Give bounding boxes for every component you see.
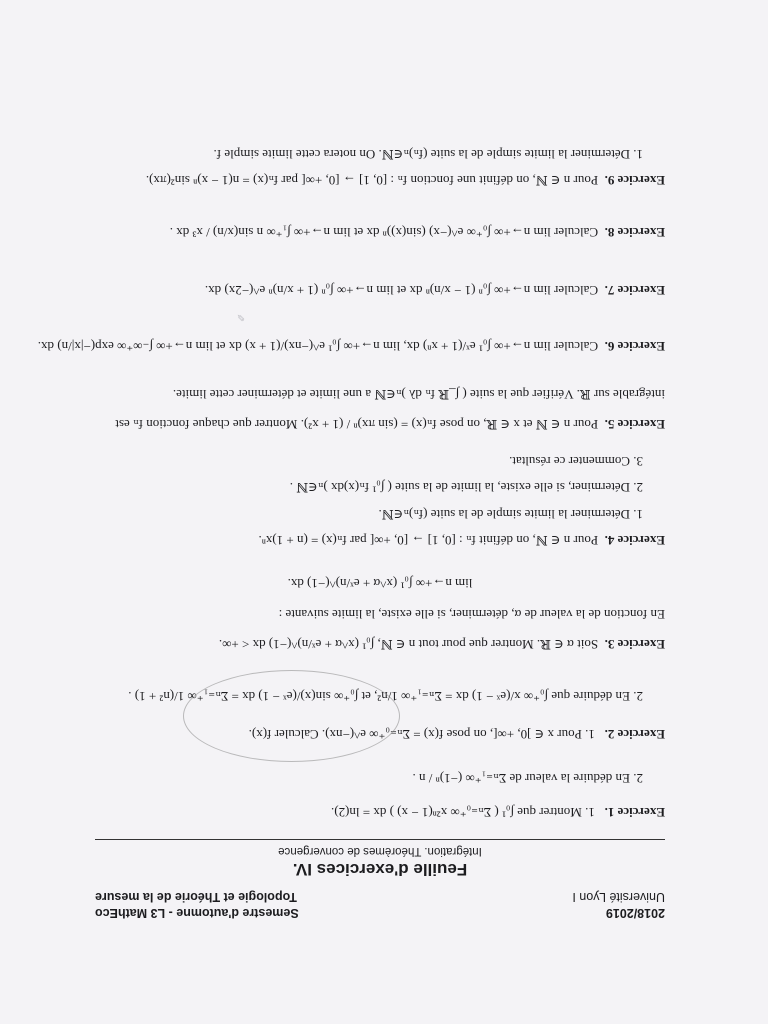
exercise-4-line-1: Pour n ∈ ℕ, on définit fₙ : [0, 1] → [0, +∞[ par fₙ(x) = (n + 1)xⁿ. [258, 533, 599, 548]
exercise-4-question-3: 3. Commenter ce résultat. [509, 454, 643, 470]
exercise-3 [95, 575, 665, 652]
exercise-3-limit: lim n→+∞ ∫₀¹ (x^α + eˣ/n)^(−1) dx. [287, 576, 473, 592]
exercise-7 [95, 282, 665, 298]
exercise-4-label: Exercice 4. [604, 533, 665, 548]
pencil-circle-annotation [183, 670, 400, 762]
exercise-1-question-1: 1. Montrer que ∫₀¹ ( Σₙ₌₀⁺∞ x²ⁿ(1 − x) ) dx = ln(2). [331, 805, 595, 820]
exercise-4-question-1: 1. Déterminer la limite simple de la suite (fₙ)ₙ∈ℕ. [378, 506, 643, 522]
page-title: Feuille d'exercices IV. [292, 860, 468, 879]
exercise-9-question-1: 1. Déterminer la limite simple de la suite (fₙ)ₙ∈ℕ. On notera cette limite simple f. [213, 146, 643, 162]
exercise-4-question-2: 2. Déterminer, si elle existe, la limite de la suite ( ∫₀¹ fₙ(x)dx )ₙ∈ℕ . [289, 480, 643, 496]
exercise-9-line-1: Pour n ∈ ℕ, on définit une fonction fₙ : [0, 1] → [0, +∞[ par fₙ(x) = n(1 − x)ⁿ sin²(πx). [145, 173, 599, 188]
header-university: Université Lyon I [572, 890, 665, 905]
exercise-5-line-1: Pour n ∈ ℕ et x ∈ ℝ, on pose fₙ(x) = (sin πx)ⁿ / (1 + x²). Montrer que chaque fonction fₙ est [115, 417, 599, 432]
header-semester: Semestre d'automne - L3 MathEco [95, 906, 299, 920]
exercise-5-label: Exercice 5. [604, 417, 665, 432]
exercise-3-label: Exercice 3. [604, 637, 665, 652]
exercise-6 [37, 338, 665, 354]
exercise-6-line-1: Calculer lim n→+∞ ∫₀¹ eˣ/(1 + xⁿ) dx, lim n→+∞ ∫₀¹ e^(−nx)/(1 + x) dx et lim n→+∞ ∫₋∞⁺∞ exp(−|x|/n) dx. [37, 339, 599, 354]
exercise-sheet-rotated [37, 120, 665, 920]
exercise-1-question-2: 2. En déduire la valeur de Σₙ₌₁⁺∞ (−1)ⁿ / n . [412, 770, 643, 786]
header-course: Topologie et Théorie de la mesure [95, 890, 297, 905]
exercise-9-label: Exercice 9. [604, 173, 665, 188]
exercise-2-label: Exercice 2. [604, 727, 665, 742]
exercise-9 [95, 146, 665, 189]
page-subtitle: Intégration. Théorèmes de convergence [278, 845, 482, 857]
exercise-2-question-2: 2. En déduire que ∫₀⁺∞ x/(eˣ − 1) dx = Σₙ₌₁⁺∞ 1/n², et ∫₀⁺∞ sin(x)/(eˣ − 1) dx = Σₙ₌₁⁺∞ 1/(n² + 1) . [128, 688, 643, 704]
exercise-8 [95, 224, 665, 240]
exercise-5 [95, 386, 665, 433]
exercise-6-label: Exercice 6. [604, 339, 665, 354]
exercise-7-line-1: Calculer lim n→+∞ ∫₀ⁿ (1 − x/n)ⁿ dx et lim n→+∞ ∫₀ⁿ (1 + x/n)ⁿ e^(−2x) dx. [204, 283, 599, 298]
exercise-2-question-1: 1. Pour x ∈ ]0, +∞[, on pose f(x) = Σₙ₌₀⁺∞ e^(−nx). Calculer f(x). [248, 727, 595, 742]
header-year: 2018/2019 [605, 906, 665, 920]
header-left [572, 889, 665, 920]
exercise-8-label: Exercice 8. [604, 225, 665, 240]
pencil-scribble-annotation: ✎ [236, 311, 245, 322]
exercise-1 [95, 770, 665, 821]
exercise-3-line-1: Soit α ∈ ℝ. Montrer que pour tout n ∈ ℕ, ∫₀¹ (x^α + eˣ/n)^(−1) dx < +∞. [218, 637, 599, 652]
exercise-1-label: Exercice 1. [604, 805, 665, 820]
exercise-7-label: Exercice 7. [604, 283, 665, 298]
exercise-4 [95, 453, 665, 548]
exercise-5-line-2: intégrable sur ℝ. Vérifier que la suite ( ∫_ℝ fₙ dλ )ₙ∈ℕ a une limite et déterminer cette limite. [172, 386, 665, 402]
page-header [95, 886, 665, 920]
exercise-8-line-1: Calculer lim n→+∞ ∫₀⁺∞ e^(−x) (sin(x))ⁿ dx et lim n→+∞ ∫₁⁺∞ n sin(x/n) / x³ dx . [169, 225, 599, 240]
title-divider [95, 839, 665, 840]
header-right [95, 889, 299, 920]
exercise-3-line-2: En fonction de la valeur de α, déterminer, si elle existe, la limite suivante : [278, 606, 665, 622]
